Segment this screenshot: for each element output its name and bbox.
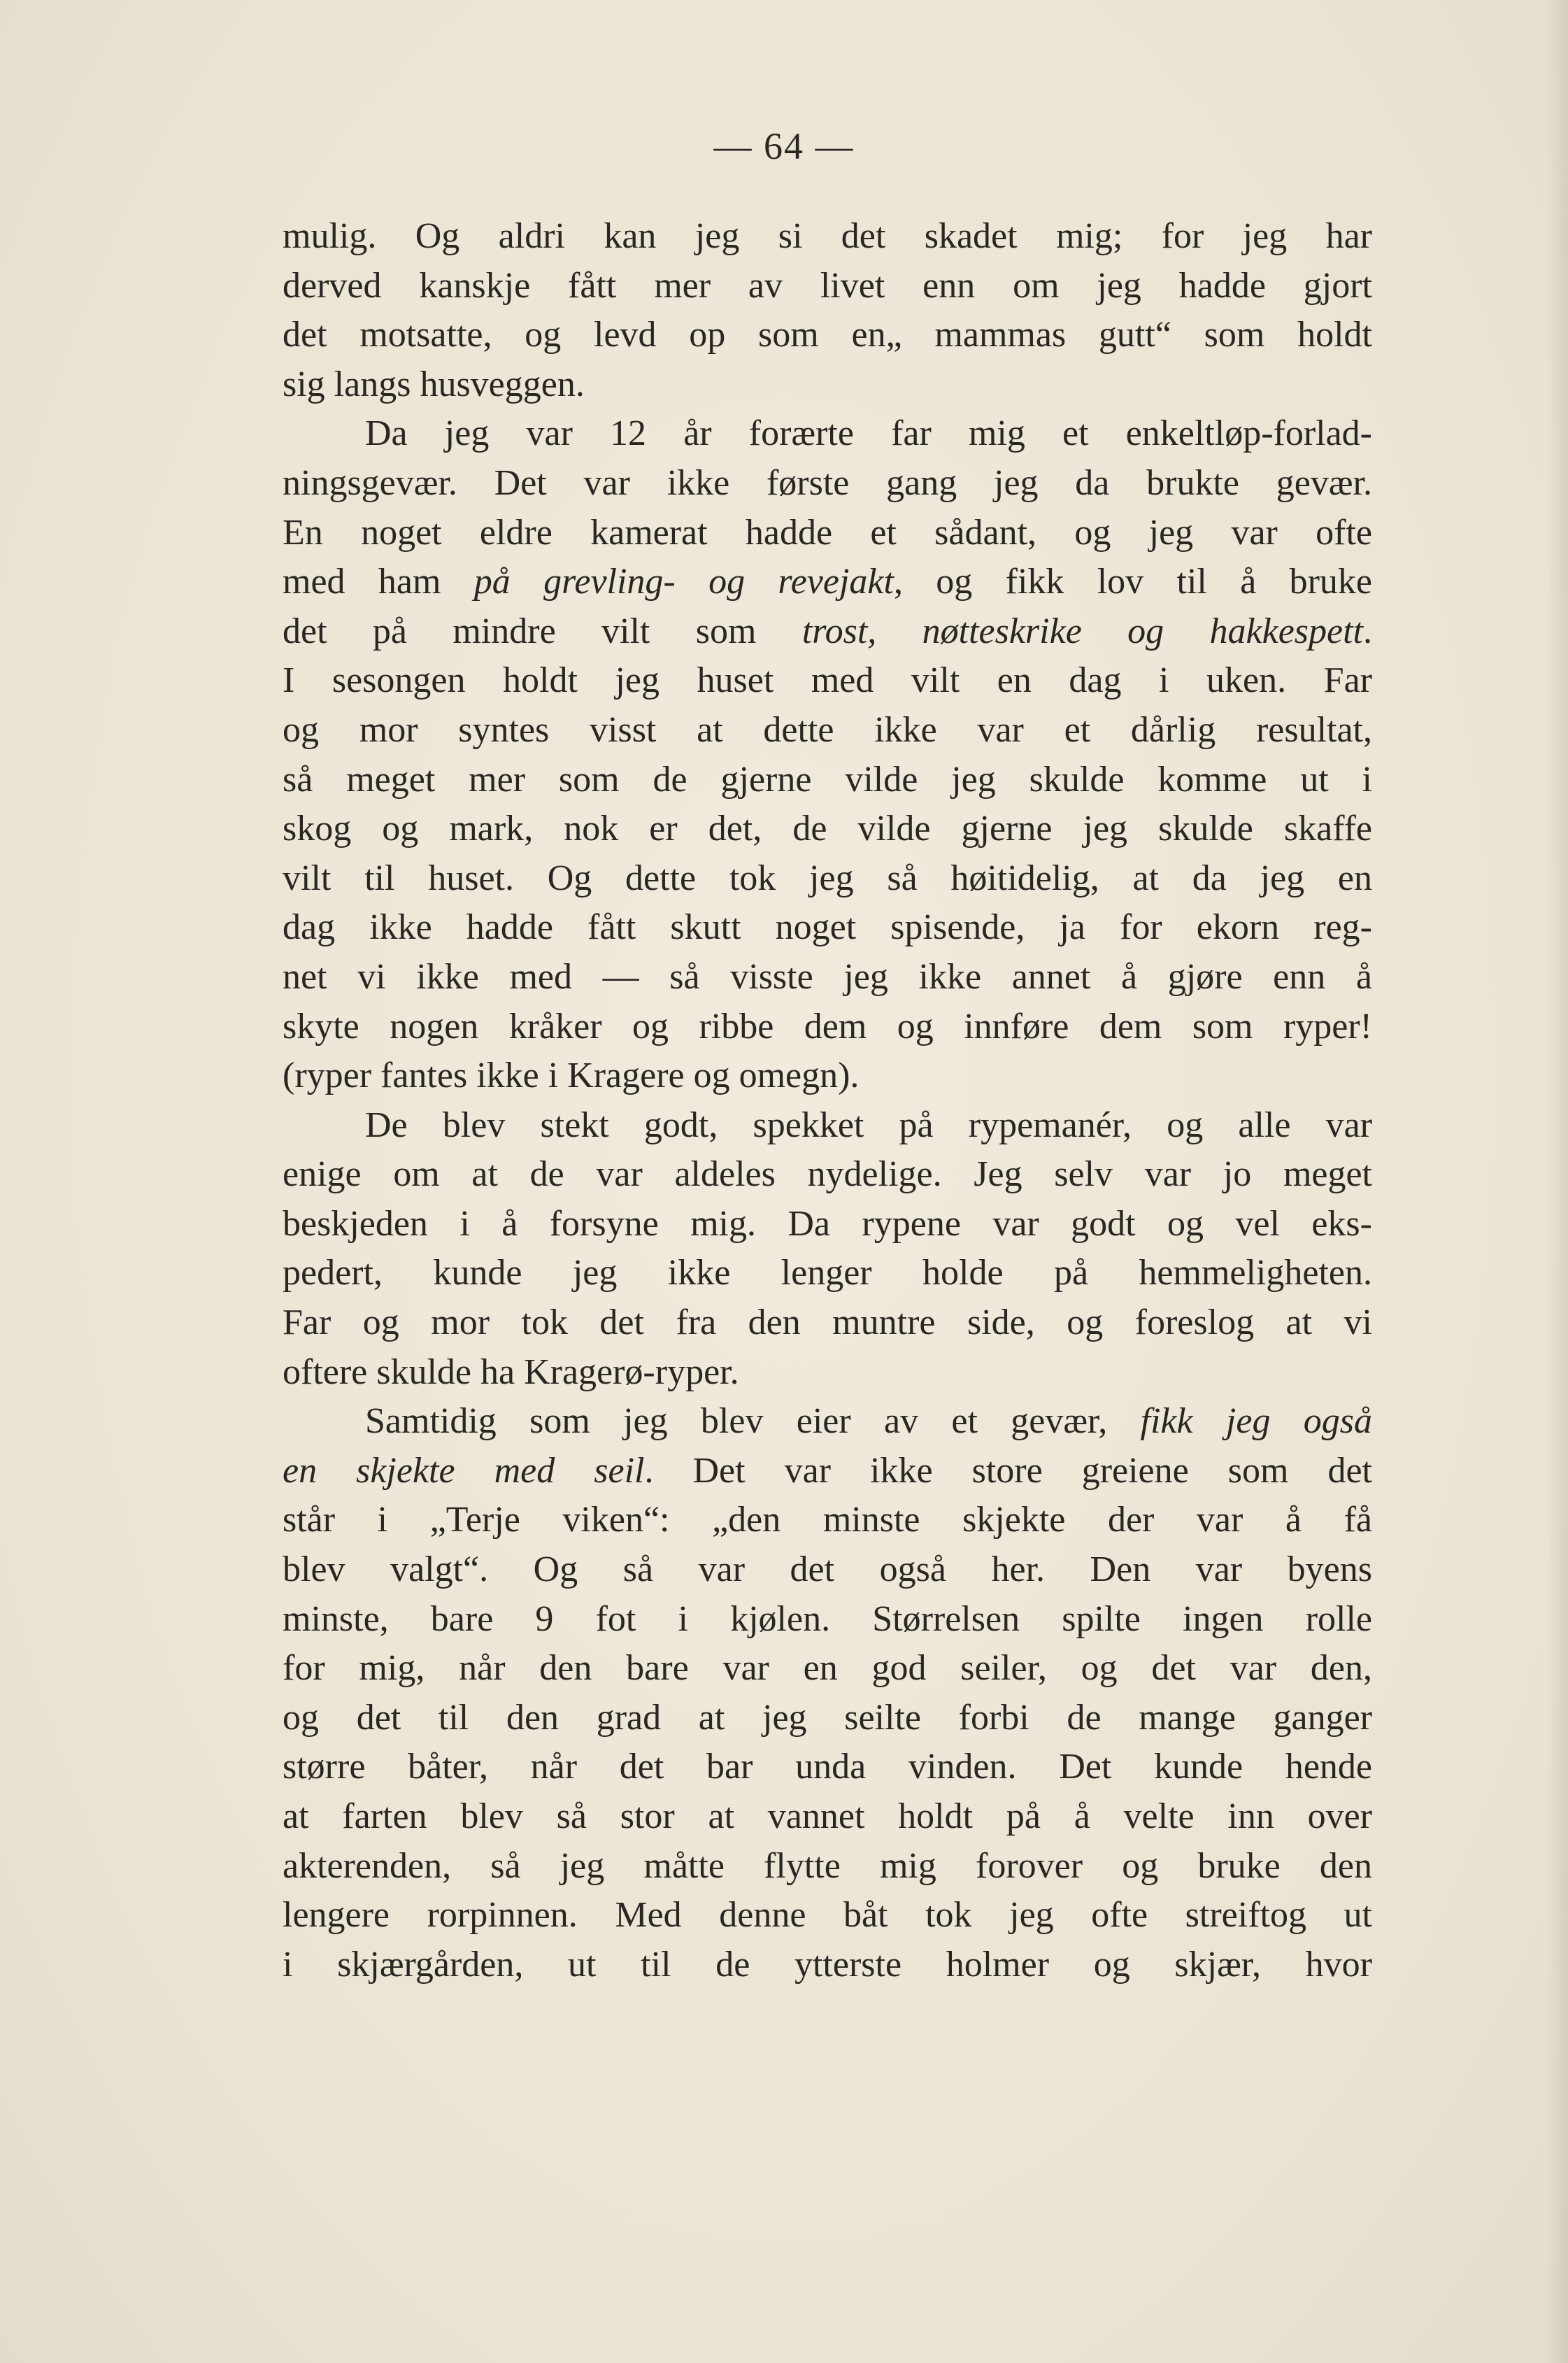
text-line: for mig, når den bare var en god seiler, og det var den, <box>283 1648 1372 1689</box>
text-line: skyte nogen kråker og ribbe dem og innføre dem som ryper! <box>283 1006 1372 1046</box>
text-line: beskjeden i å forsyne mig. Da rypene var godt og vel eks- <box>283 1203 1372 1244</box>
text-line: mulig. Og aldri kan jeg si det skadet mig; for jeg har <box>283 216 1372 256</box>
text-line: En noget eldre kamerat hadde et sådant, og jeg var ofte <box>283 512 1372 553</box>
text-line: enige om at de var aldeles nydelige. Jeg selv var jo meget <box>283 1154 1372 1195</box>
text-line: så meget mer som de gjerne vilde jeg skulde komme ut i <box>283 759 1372 800</box>
text-line: en skjekte med seil. Det var ikke store greiene som det <box>283 1450 1372 1491</box>
text-line: (ryper fantes ikke i Kragere og omegn). <box>283 1056 860 1096</box>
text-line: lengere rorpinnen. Med denne båt tok jeg ofte streiftog ut <box>283 1895 1372 1936</box>
text-line: Da jeg var 12 år forærte far mig et enkeltløp-forlad- <box>365 413 1372 454</box>
text-line: akterenden, så jeg måtte flytte mig forover og bruke den <box>283 1845 1372 1886</box>
text-line: og det til den grad at jeg seilte forbi de mange ganger <box>283 1697 1372 1738</box>
text-line: Far og mor tok det fra den muntre side, og foreslog at vi <box>283 1303 1372 1343</box>
text-line: blev valgt“. Og så var det også her. Den var byens <box>283 1549 1372 1590</box>
text-line: Samtidig som jeg blev eier av et gevær, fikk jeg også <box>365 1401 1372 1442</box>
text-line: står i „Terje viken“: „den minste skjekte der var å få <box>283 1500 1372 1540</box>
text-line: minste, bare 9 fot i kjølen. Størrelsen spilte ingen rolle <box>283 1598 1372 1639</box>
text-line: pedert, kunde jeg ikke lenger holde på hemmeligheten. <box>283 1253 1372 1293</box>
text-line: I sesongen holdt jeg huset med vilt en dag i uken. Far <box>283 660 1372 701</box>
text-line: ningsgevær. Det var ikke første gang jeg da brukte gevær. <box>283 462 1372 503</box>
text-line: skog og mark, nok er det, de vilde gjerne jeg skulde skaffe <box>283 809 1372 849</box>
page-number: — 64 — <box>713 125 855 167</box>
text-line: oftere skulde ha Kragerø-ryper. <box>283 1351 739 1392</box>
text-line: i skjærgården, ut til de ytterste holmer og skjær, hvor <box>283 1944 1372 1985</box>
text-line: det motsatte, og levd op som en„ mammas gutt“ som holdt <box>283 315 1372 355</box>
text-line: De blev stekt godt, spekket på rypemanér, og alle var <box>365 1105 1372 1145</box>
text-line: større båter, når det bar unda vinden. Det kunde hende <box>283 1747 1372 1787</box>
text-line: dag ikke hadde fått skutt noget spisende, ja for ekorn reg- <box>283 907 1372 948</box>
text-line: derved kanskje fått mer av livet enn om jeg hadde gjort <box>283 265 1372 306</box>
text-line: sig langs husveggen. <box>283 364 585 404</box>
text-line: det på mindre vilt som trost, nøtteskrike og hakkespett. <box>283 611 1372 651</box>
page-edge-shadow <box>1547 0 1568 2363</box>
text-line: at farten blev så stor at vannet holdt på å velte inn over <box>283 1796 1372 1836</box>
text-line: net vi ikke med — så visste jeg ikke annet å gjøre enn å <box>283 956 1372 997</box>
text-line: og mor syntes visst at dette ikke var et dårlig resultat, <box>283 709 1372 750</box>
body-text <box>283 212 1372 1989</box>
text-line: med ham på grevling- og revejakt, og fikk lov til å bruke <box>283 562 1372 602</box>
text-line: vilt til huset. Og dette tok jeg så høitidelig, at da jeg en <box>283 858 1372 898</box>
